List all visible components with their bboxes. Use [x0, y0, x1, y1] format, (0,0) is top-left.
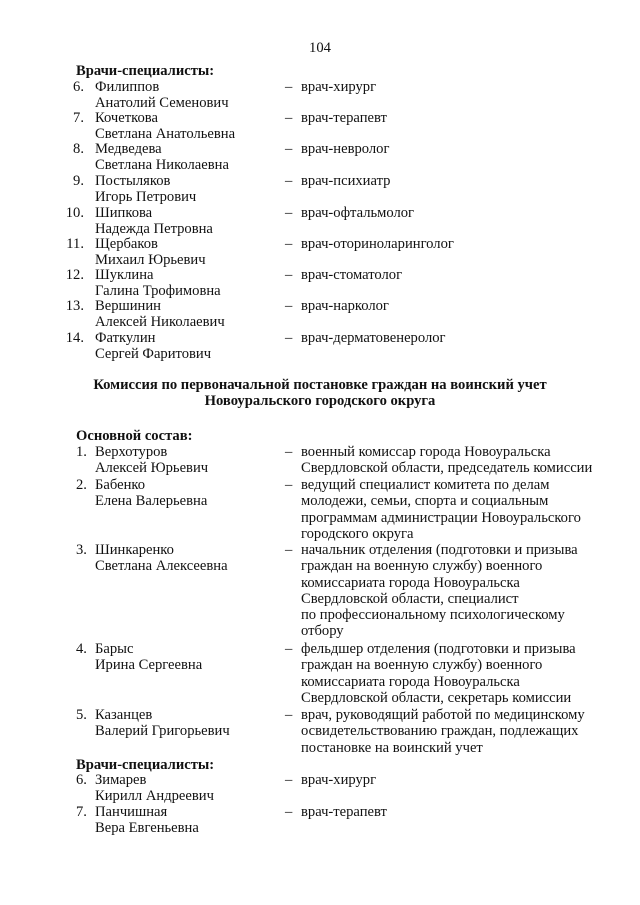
person-name: Филиппов Анатолий Семенович — [95, 79, 229, 112]
person-role: врач-терапевт — [301, 110, 387, 126]
person-role: врач-хирург — [301, 772, 377, 788]
dash: – — [285, 330, 293, 346]
person-name: Шипкова Надежда Петровна — [95, 205, 213, 238]
item-number: 5. — [76, 707, 87, 723]
person-role: врач-нарколог — [301, 298, 389, 314]
person-name: Зимарев Кирилл Андреевич — [95, 772, 214, 805]
person-name: Медведева Светлана Николаевна — [95, 141, 229, 174]
person-role: начальник отделения (подготовки и призыва граждан на военную службу) военного комиссариата города Новоуральска Свердловской области, специалист по профессиональному психологическому отбору — [301, 542, 578, 640]
item-number: 3. — [76, 542, 87, 558]
item-number: 6. — [73, 79, 84, 95]
person-role: врач-оториноларинголог — [301, 236, 454, 252]
dash: – — [285, 477, 293, 493]
commission-title — [0, 377, 640, 410]
dash: – — [285, 267, 293, 283]
item-number: 14. — [65, 330, 84, 346]
commission-title-line-2: Новоуральского городского округа — [204, 393, 436, 410]
person-name: Постыляков Игорь Петрович — [95, 173, 197, 206]
dash: – — [285, 542, 293, 558]
person-name: Шинкаренко Светлана Алексеевна — [95, 542, 228, 575]
section-heading-specialists-2: Врачи-специалисты: — [76, 757, 215, 773]
dash: – — [285, 79, 293, 95]
dash: – — [285, 205, 293, 221]
person-role: фельдшер отделения (подготовки и призыва граждан на военную службу) военного комиссариата города Новоуральска Свердловской области, секретарь комиссии — [301, 641, 576, 706]
dash: – — [285, 110, 293, 126]
dash: – — [285, 707, 293, 723]
item-number: 7. — [76, 804, 87, 820]
item-number: 9. — [73, 173, 84, 189]
page-number: 104 — [309, 40, 331, 56]
person-name: Шуклина Галина Трофимовна — [95, 267, 221, 300]
dash: – — [285, 641, 293, 657]
item-number: 8. — [73, 141, 84, 157]
item-number: 13. — [65, 298, 84, 314]
person-name: Фаткулин Сергей Фаритович — [95, 330, 212, 363]
person-role: врач, руководящий работой по медицинскому освидетельствованию граждан, подлежащих постановке на воинский учет — [301, 707, 585, 756]
person-name: Казанцев Валерий Григорьевич — [95, 707, 230, 740]
person-name: Щербаков Михаил Юрьевич — [95, 236, 206, 269]
dash: – — [285, 173, 293, 189]
dash: – — [285, 804, 293, 820]
dash: – — [285, 298, 293, 314]
person-role: врач-терапевт — [301, 804, 387, 820]
commission-title-line-1: Комиссия по первоначальной постановке граждан на воинский учет — [93, 377, 547, 393]
section-heading-main-composition: Основной состав: — [76, 428, 193, 444]
person-role: врач-хирург — [301, 79, 377, 95]
item-number: 12. — [65, 267, 84, 283]
person-name: Кочеткова Светлана Анатольевна — [95, 110, 236, 143]
dash: – — [285, 141, 293, 157]
item-number: 7. — [73, 110, 84, 126]
item-number: 10. — [65, 205, 84, 221]
person-name: Барыс Ирина Сергеевна — [95, 641, 203, 674]
item-number: 2. — [76, 477, 87, 493]
person-role: врач-дерматовенеролог — [301, 330, 446, 346]
item-number: 1. — [76, 444, 87, 460]
item-number: 11. — [66, 236, 84, 252]
person-role: врач-невролог — [301, 141, 390, 157]
section-heading-specialists: Врачи-специалисты: — [76, 63, 215, 79]
person-name: Верхотуров Алексей Юрьевич — [95, 444, 209, 477]
dash: – — [285, 444, 293, 460]
person-role: врач-офтальмолог — [301, 205, 415, 221]
person-name: Бабенко Елена Валерьевна — [95, 477, 208, 510]
person-role: врач-психиатр — [301, 173, 391, 189]
dash: – — [285, 236, 293, 252]
person-name: Панчишная Вера Евгеньевна — [95, 804, 199, 837]
item-number: 4. — [76, 641, 87, 657]
person-role: ведущий специалист комитета по делам молодежи, семьи, спорта и социальным программам администрации Новоуральского городского округа — [301, 477, 581, 542]
person-role: врач-стоматолог — [301, 267, 403, 283]
dash: – — [285, 772, 293, 788]
person-role: военный комиссар города Новоуральска Свердловской области, председатель комиссии — [301, 444, 593, 477]
person-name: Вершинин Алексей Николаевич — [95, 298, 225, 331]
item-number: 6. — [76, 772, 87, 788]
